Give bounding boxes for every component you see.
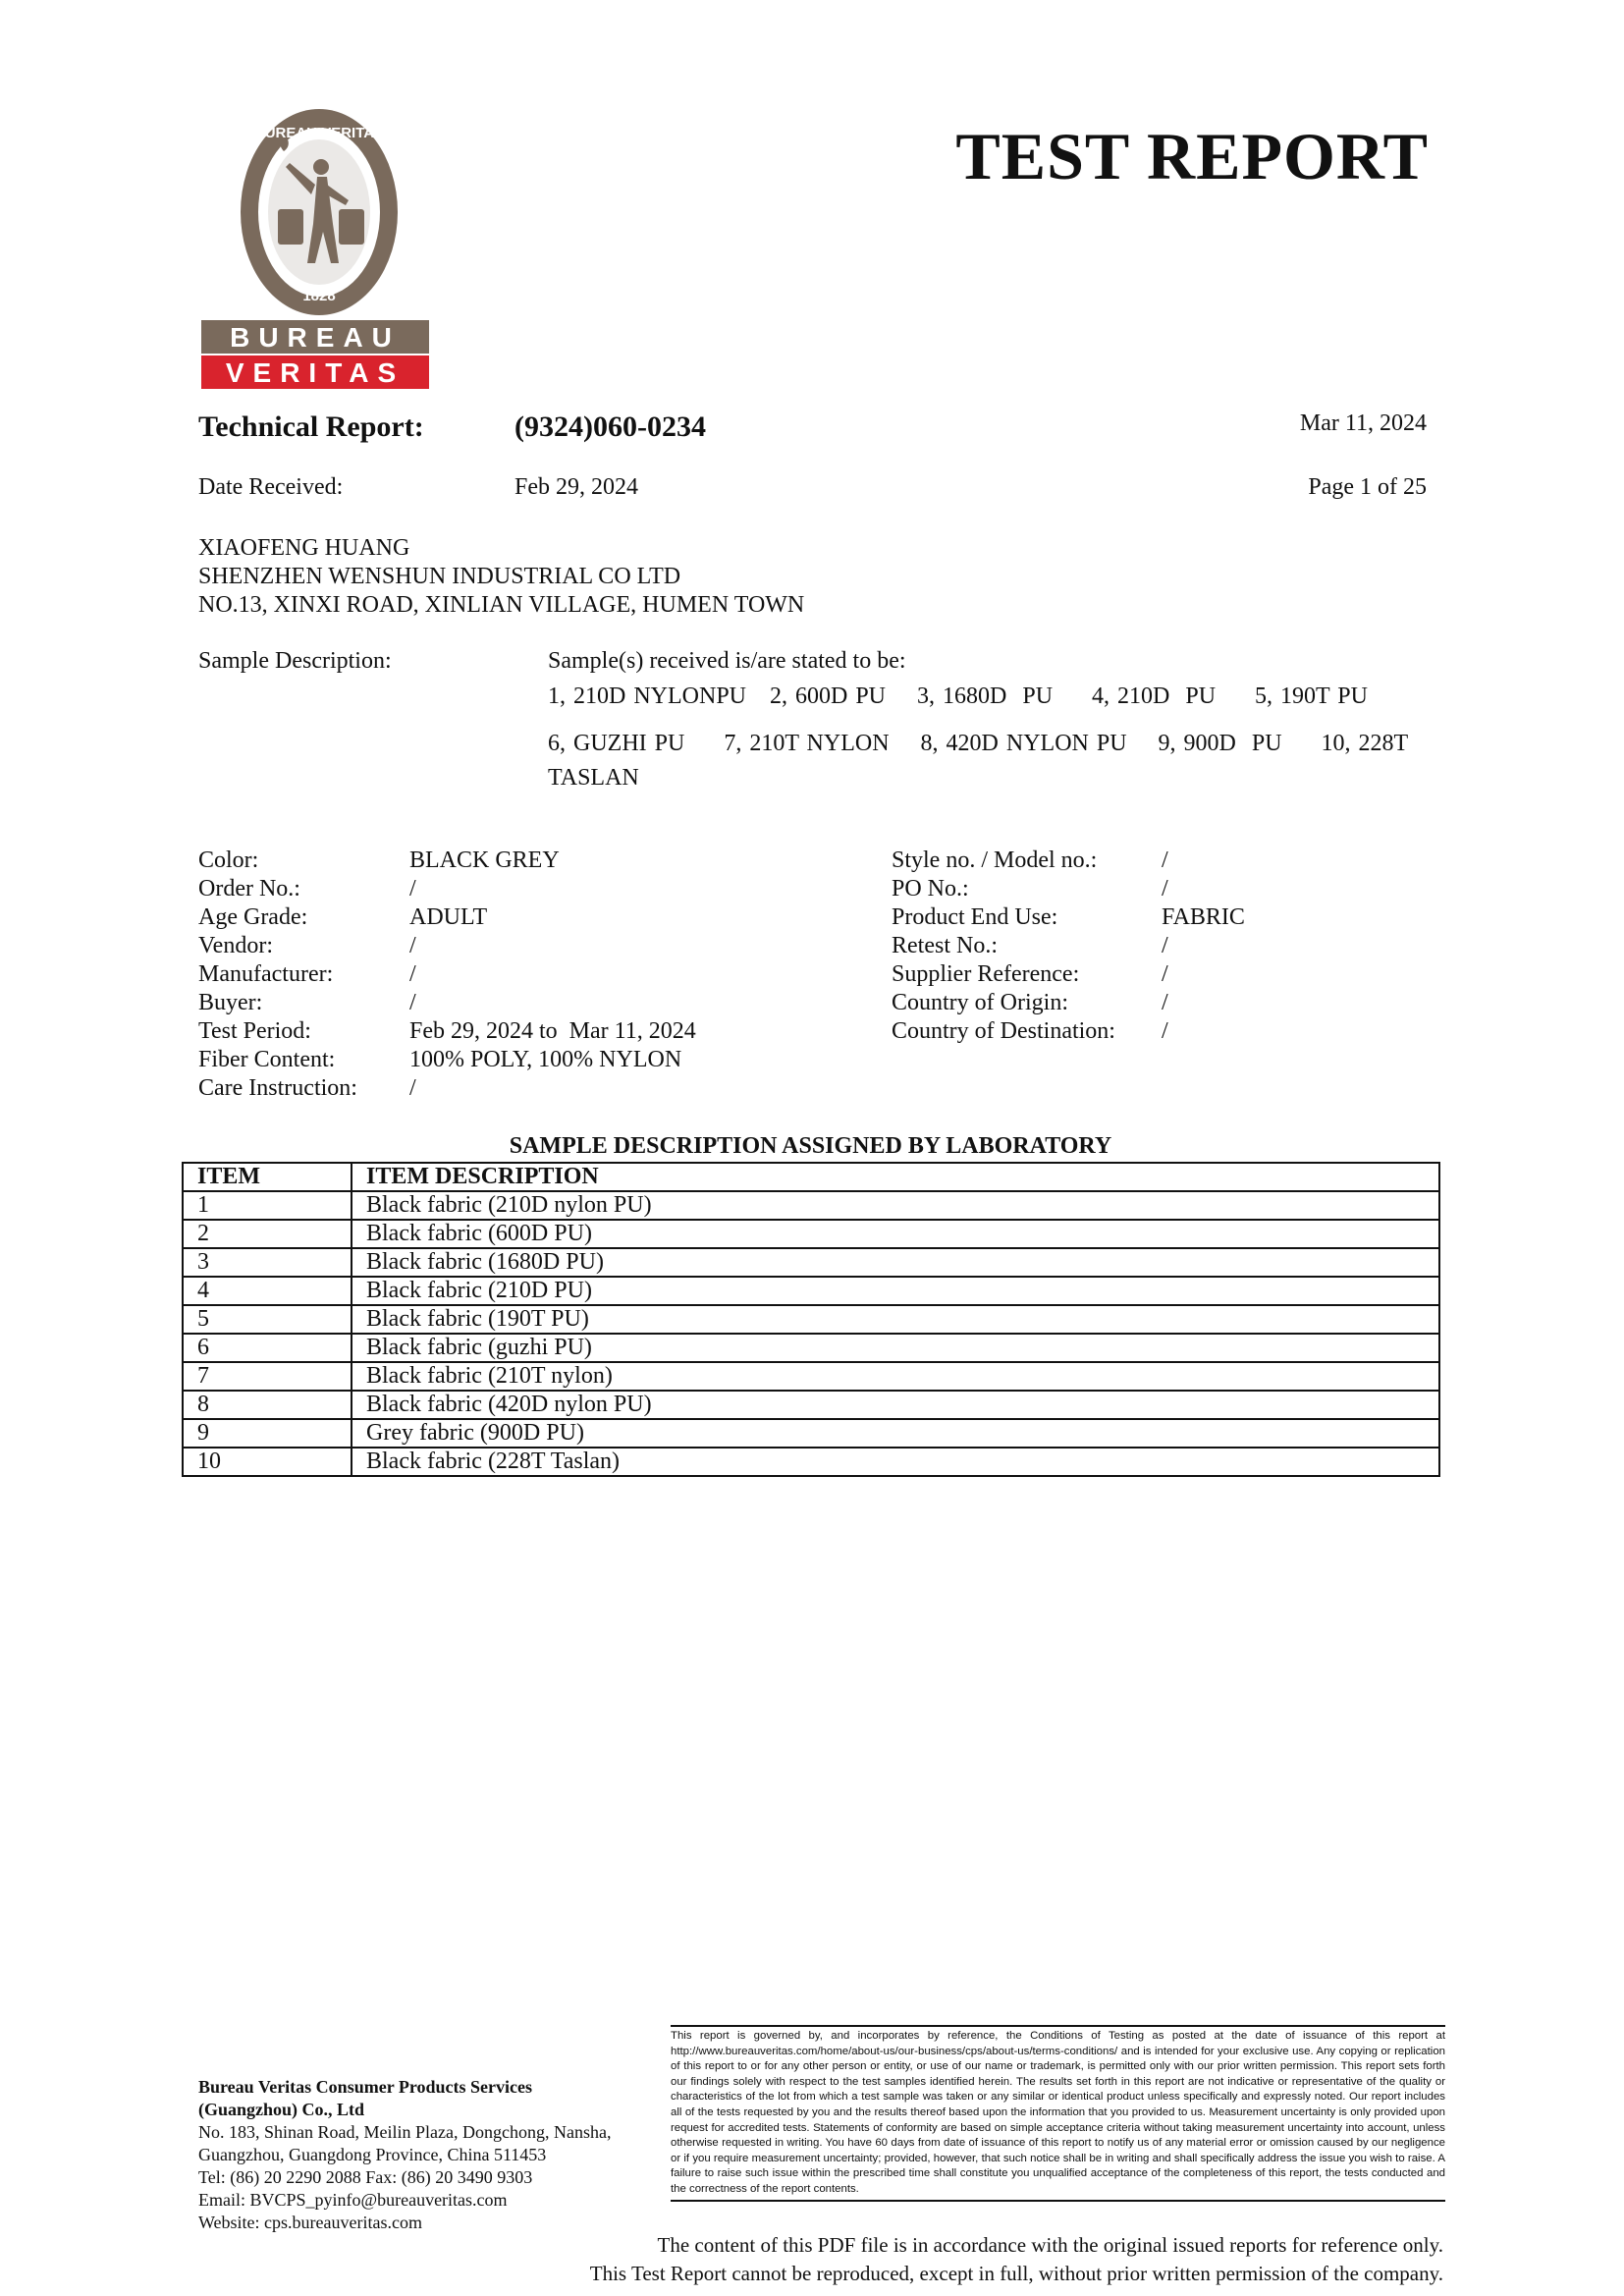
pdf-notice-line-1: The content of this PDF file is in accordance with the original issued reports for reference only.	[657, 2233, 1443, 2257]
client-name: XIAOFENG HUANG	[198, 535, 410, 561]
logo-word-veritas: VERITAS	[225, 357, 406, 388]
sample-description-line-1: 1, 210D NYLONPU 2, 600D PU 3, 1680D PU 4, 210D PU 5, 190T PU	[548, 683, 1368, 709]
item-description: Black fabric (210T nylon)	[352, 1362, 1439, 1391]
info-value-country-of-origin: /	[1162, 990, 1168, 1015]
item-description: Black fabric (190T PU)	[352, 1305, 1439, 1334]
item-number: 1	[183, 1191, 352, 1220]
lab-company-line-1: Bureau Veritas Consumer Products Services	[198, 2077, 532, 2097]
item-number: 4	[183, 1277, 352, 1305]
info-value-product-end-use: FABRIC	[1162, 904, 1245, 930]
item-number: 6	[183, 1334, 352, 1362]
sample-table	[182, 1162, 1440, 1477]
info-key-age-grade: Age Grade:	[198, 904, 308, 930]
report-date: Mar 11, 2024	[1299, 410, 1427, 436]
lab-email: Email: BVCPS_pyinfo@bureauveritas.com	[198, 2190, 508, 2210]
date-received-value: Feb 29, 2024	[514, 474, 638, 500]
table-row	[183, 1362, 1439, 1391]
legal-disclaimer: This report is governed by, and incorporates by reference, the Conditions of Testing as posted at the date of issuance of this report at http://www.bureauveritas.com/home/about-us/our-business/cps/about-us/terms-conditions/ and is intended for your exclusive use. Any copying or replication of this report to or for any other person or entity, or use of our name or trademark, is permitted only with our prior written permission. This report sets forth our findings solely with respect to the test samples identified herein. The results set forth in this report are not indicative or representative of the quality or characteristics of the lot from which a test sample was taken or any similar or identical product unless specifically and expressly noted. Our report includes all of the tests requested by you and the results thereof based upon the information that you provided to us. Measurement uncertainty is only provided upon request for accredited tests. Statements of conformity are based on simple acceptance criteria without taking measurement uncertainty into account, unless otherwise requested in writing. You have 60 days from date of issuance of this report to notify us of any material error or omission caused by our negligence or if you require measurement uncertainty; provided, however, that such notice shall be in writing and shall specifically address the issue you wish to raise. A failure to raise such issue within the prescribed time shall constitute you unqualified acceptance of the completeness of this report, the tests conducted and the correctness of the report contents.	[671, 2025, 1445, 2202]
table-row	[183, 1248, 1439, 1277]
lab-address-line-2: Guangzhou, Guangdong Province, China 511453	[198, 2145, 547, 2164]
table-row	[183, 1391, 1439, 1419]
info-key-country-of-destination: Country of Destination:	[892, 1018, 1115, 1044]
lab-website: Website: cps.bureauveritas.com	[198, 2213, 422, 2232]
sample-table-header-item: ITEM	[183, 1163, 352, 1191]
info-value-vendor: /	[409, 933, 416, 958]
pdf-notice	[491, 2231, 1443, 2288]
info-value-age-grade: ADULT	[409, 904, 488, 930]
item-description: Black fabric (210D PU)	[352, 1277, 1439, 1305]
info-key-fiber-content: Fiber Content:	[198, 1047, 336, 1072]
info-value-care-instruction: /	[409, 1075, 416, 1101]
table-row	[183, 1220, 1439, 1248]
lab-company-line-2: (Guangzhou) Co., Ltd	[198, 2100, 365, 2119]
info-key-order-no: Order No.:	[198, 876, 300, 902]
info-key-manufacturer: Manufacturer:	[198, 961, 334, 987]
table-row	[183, 1448, 1439, 1476]
sample-table-header-row	[183, 1163, 1439, 1191]
item-description: Black fabric (600D PU)	[352, 1220, 1439, 1248]
info-key-vendor: Vendor:	[198, 933, 273, 958]
item-number: 9	[183, 1419, 352, 1448]
info-key-style-no: Style no. / Model no.:	[892, 847, 1098, 873]
info-value-po-no: /	[1162, 876, 1168, 902]
bureau-veritas-seal-icon	[201, 106, 437, 391]
lab-address-line-1: No. 183, Shinan Road, Meilin Plaza, Dongchong, Nansha,	[198, 2122, 612, 2142]
info-value-buyer: /	[409, 990, 416, 1015]
item-description: Black fabric (1680D PU)	[352, 1248, 1439, 1277]
table-row	[183, 1305, 1439, 1334]
item-number: 10	[183, 1448, 352, 1476]
info-value-supplier-reference: /	[1162, 961, 1168, 987]
item-description: Black fabric (420D nylon PU)	[352, 1391, 1439, 1419]
table-row	[183, 1277, 1439, 1305]
item-number: 2	[183, 1220, 352, 1248]
info-key-supplier-reference: Supplier Reference:	[892, 961, 1080, 987]
info-value-fiber-content: 100% POLY, 100% NYLON	[409, 1047, 682, 1072]
sample-table-title: SAMPLE DESCRIPTION ASSIGNED BY LABORATORY	[509, 1133, 1112, 1159]
info-value-retest-no: /	[1162, 933, 1168, 958]
item-number: 7	[183, 1362, 352, 1391]
info-key-retest-no: Retest No.:	[892, 933, 998, 958]
info-key-product-end-use: Product End Use:	[892, 904, 1058, 930]
info-value-style-no: /	[1162, 847, 1168, 873]
info-key-po-no: PO No.:	[892, 876, 969, 902]
info-value-country-of-destination: /	[1162, 1018, 1168, 1044]
info-key-country-of-origin: Country of Origin:	[892, 990, 1068, 1015]
sample-description-intro: Sample(s) received is/are stated to be:	[548, 648, 906, 674]
table-row	[183, 1334, 1439, 1362]
info-key-care-instruction: Care Instruction:	[198, 1075, 357, 1101]
technical-report-label: Technical Report:	[198, 410, 424, 443]
sample-table-header-description: ITEM DESCRIPTION	[352, 1163, 1439, 1191]
lab-tel-fax: Tel: (86) 20 2290 2088 Fax: (86) 20 3490 9303	[198, 2167, 533, 2187]
page-number: Page 1 of 25	[1308, 474, 1427, 500]
sample-description-label: Sample Description:	[198, 648, 392, 674]
item-description: Black fabric (228T Taslan)	[352, 1448, 1439, 1476]
page-title: TEST REPORT	[955, 119, 1429, 193]
date-received-label: Date Received:	[198, 474, 344, 500]
info-value-color: BLACK GREY	[409, 847, 560, 873]
logo-year: 1828	[302, 288, 336, 304]
client-company: SHENZHEN WENSHUN INDUSTRIAL CO LTD	[198, 564, 681, 589]
lab-address-block	[198, 2076, 611, 2234]
info-key-buyer: Buyer:	[198, 990, 263, 1015]
info-key-test-period: Test Period:	[198, 1018, 311, 1044]
logo-ring-text: BUREAU VERITAS	[253, 125, 385, 141]
table-row	[183, 1419, 1439, 1448]
technical-report-number: (9324)060-0234	[514, 410, 706, 443]
pdf-notice-line-2: This Test Report cannot be reproduced, except in full, without prior written permission of the company.	[589, 2262, 1443, 2285]
item-description: Black fabric (guzhi PU)	[352, 1334, 1439, 1362]
client-street: NO.13, XINXI ROAD, XINLIAN VILLAGE, HUMEN TOWN	[198, 592, 805, 618]
table-row	[183, 1191, 1439, 1220]
info-key-color: Color:	[198, 847, 259, 873]
info-value-test-period: Feb 29, 2024 to Mar 11, 2024	[409, 1018, 696, 1044]
item-number: 8	[183, 1391, 352, 1419]
logo-word-bureau: BUREAU	[230, 322, 401, 353]
item-description: Black fabric (210D nylon PU)	[352, 1191, 1439, 1220]
bureau-veritas-logo	[201, 106, 437, 391]
item-number: 5	[183, 1305, 352, 1334]
info-value-order-no: /	[409, 876, 416, 902]
info-value-manufacturer: /	[409, 961, 416, 987]
item-number: 3	[183, 1248, 352, 1277]
client-address	[198, 534, 804, 620]
sample-description-line-2: 6, GUZHI PU 7, 210T NYLON 8, 420D NYLON PU 9, 900D PU 10, 228T TASLAN	[548, 731, 1416, 791]
item-description: Grey fabric (900D PU)	[352, 1419, 1439, 1448]
